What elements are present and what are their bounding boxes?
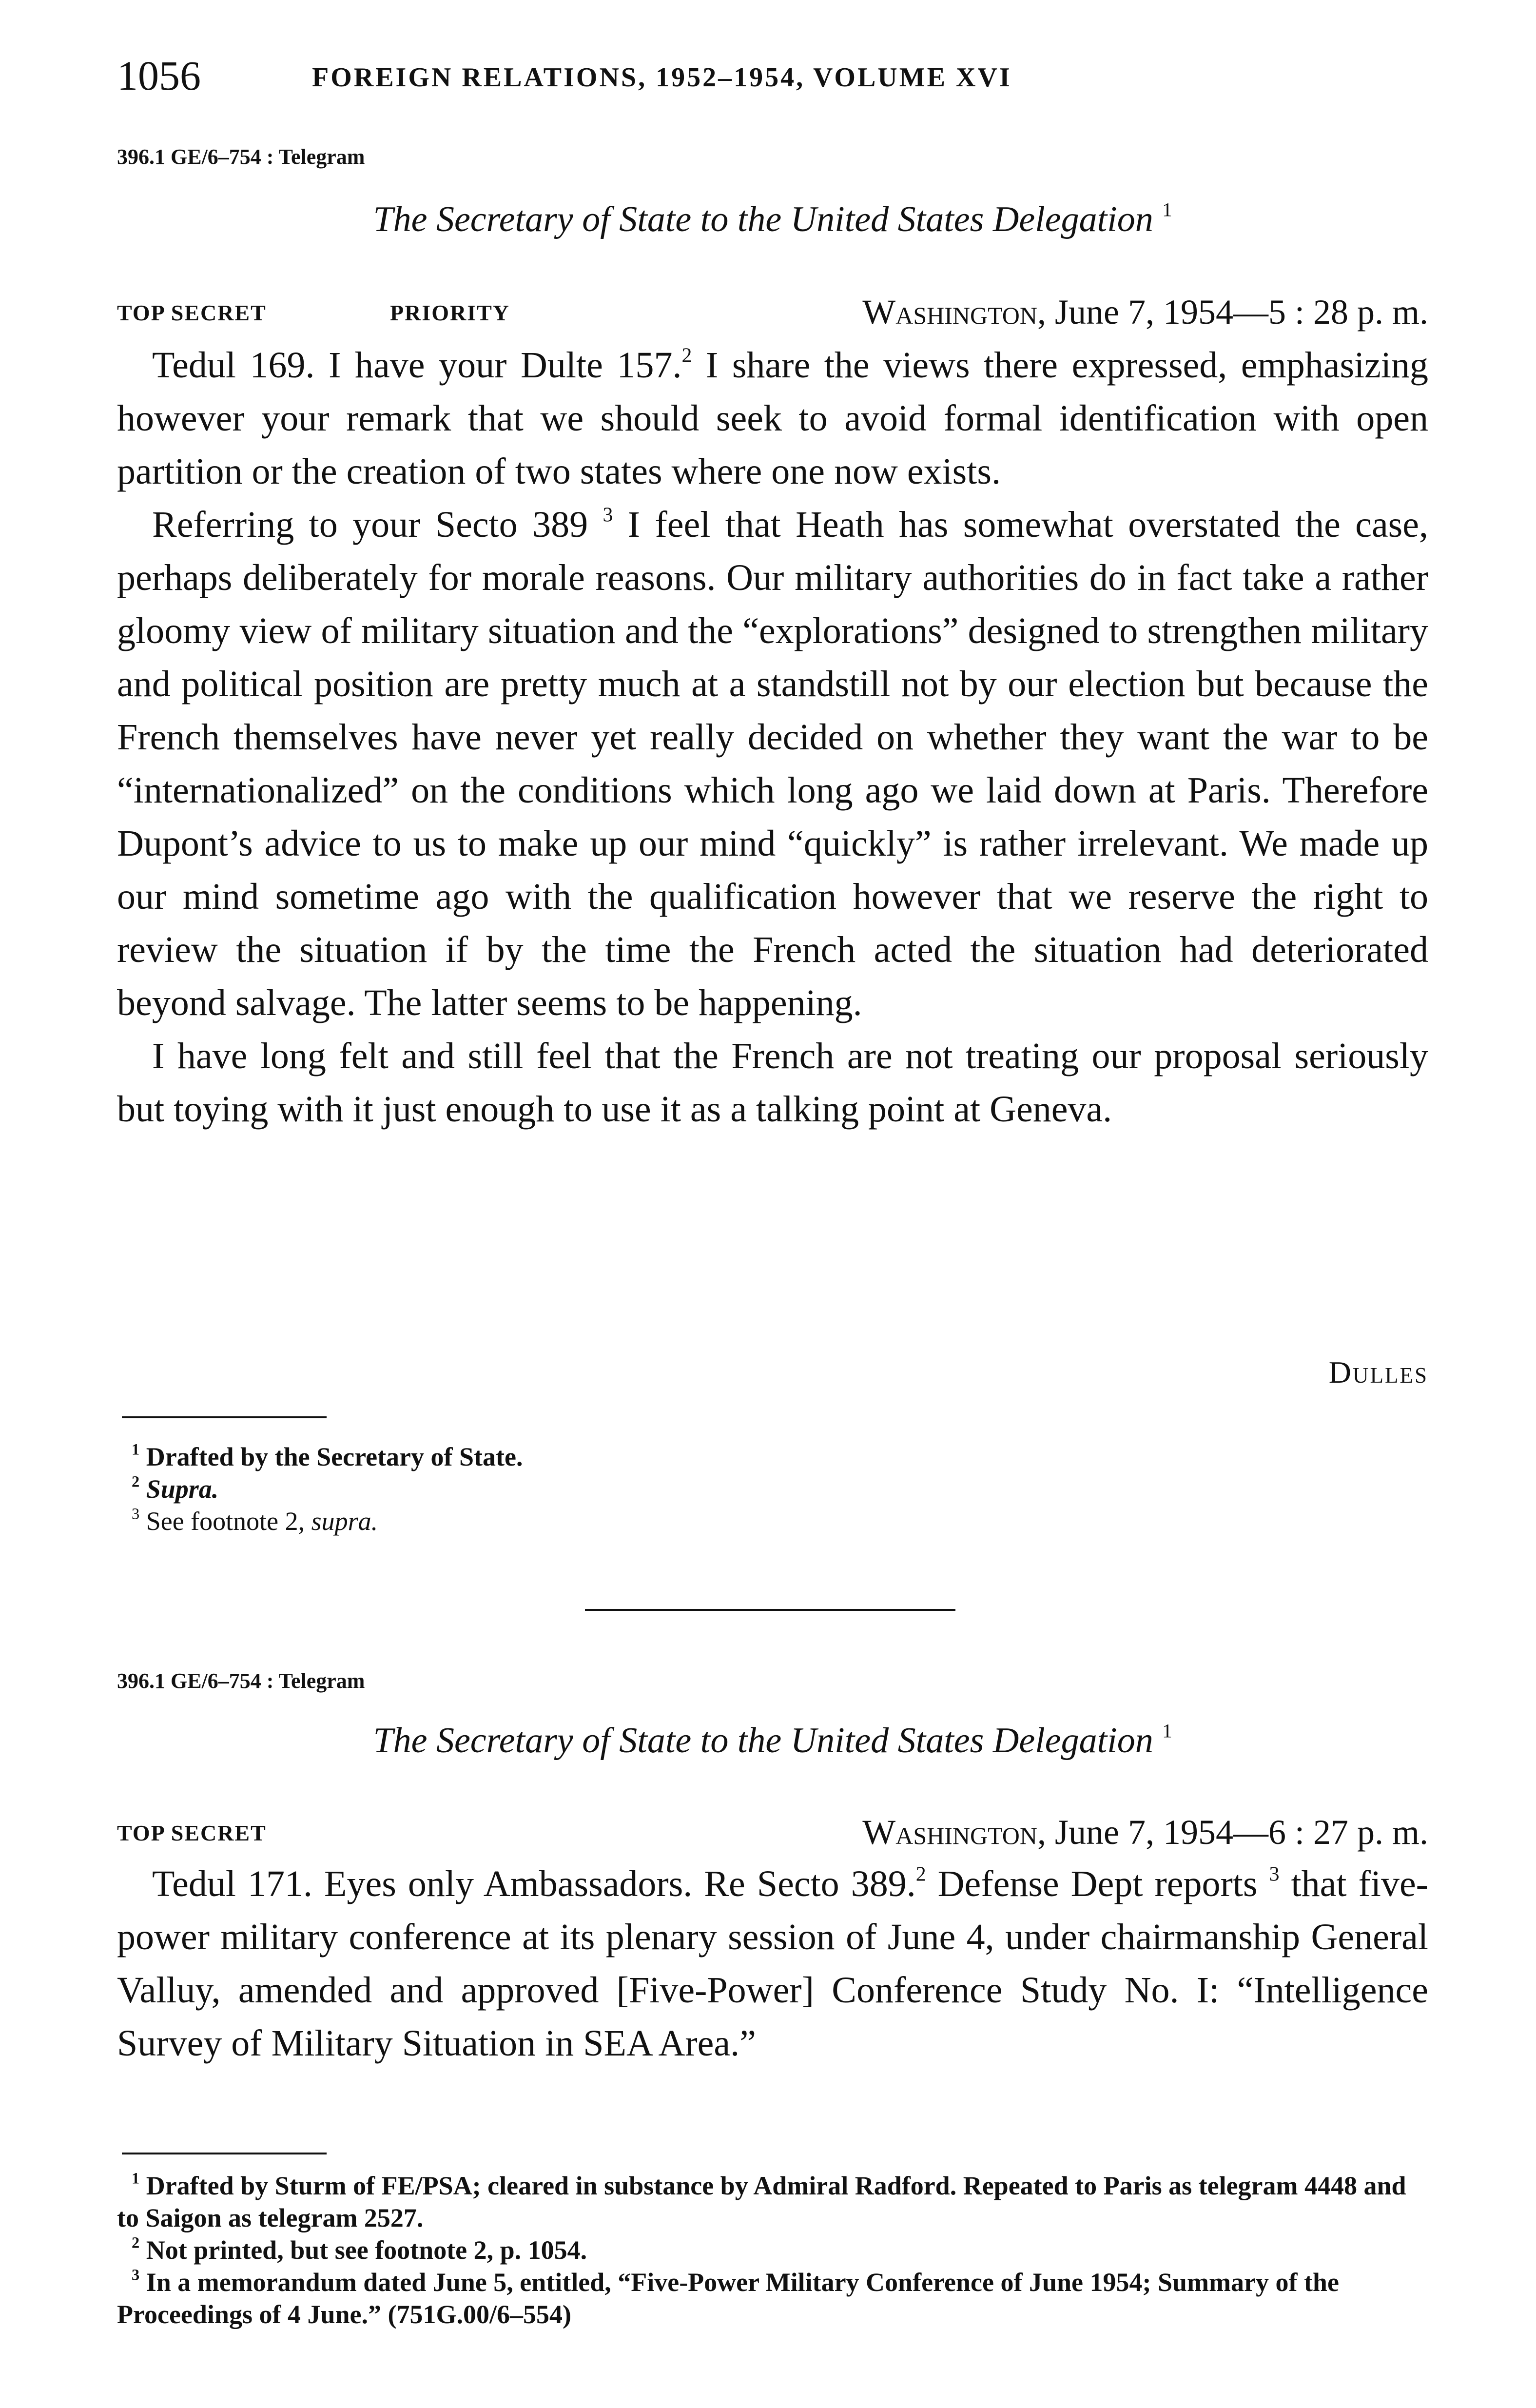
- footnote-number: 3: [132, 1505, 140, 1523]
- paragraph-text: Defense Dept reports: [926, 1863, 1269, 1904]
- footnote-marker: 3: [603, 504, 613, 527]
- footnote: [117, 2170, 1428, 2234]
- document-title-text: The Secretary of State to the United States Delegation: [373, 1721, 1153, 1761]
- footnote-text: Not printed, but see footnote 2, p. 1054.: [146, 2235, 587, 2265]
- running-title: FOREIGN RELATIONS, 1952–1954, VOLUME XVI: [312, 62, 1012, 93]
- document-metadata: [117, 284, 1428, 333]
- document-title: [117, 195, 1428, 244]
- footnote: [117, 1441, 1428, 1473]
- file-reference: 396.1 GE/6–754 : Telegram: [117, 1669, 365, 1693]
- footnote-text: Supra.: [146, 1474, 219, 1504]
- dateline: [862, 1812, 1428, 1853]
- footnote-number: 2: [132, 2234, 140, 2252]
- document-title: [117, 1716, 1428, 1765]
- footnote-marker: 3: [1269, 1863, 1280, 1886]
- footnote: [117, 1505, 1428, 1537]
- footnote-marker: 2: [915, 1863, 926, 1886]
- footnote: [117, 2266, 1428, 2330]
- file-reference: 396.1 GE/6–754 : Telegram: [117, 145, 365, 169]
- dateline-place: Washington: [862, 293, 1038, 332]
- paragraph: [117, 1858, 1428, 2070]
- footnote-text: Drafted by the Secretary of State.: [146, 1442, 523, 1471]
- footnote-text: Drafted by Sturm of FE/PSA; cleared in substance by Admiral Radford. Repeated to Paris as telegram 4448 and to Saigon as telegram 2527.: [117, 2171, 1406, 2232]
- footnote-number: 1: [132, 2170, 140, 2188]
- section-divider: [585, 1609, 955, 1611]
- running-header: [117, 49, 1428, 102]
- paragraph: [117, 498, 1428, 1030]
- footnote: [117, 1473, 1428, 1505]
- classification: TOP SECRET: [117, 300, 267, 325]
- footnote-text-italic: supra.: [311, 1507, 378, 1536]
- footnotes: [117, 2170, 1428, 2330]
- dateline-date: , June 7, 1954—5 : 28 p. m.: [1037, 293, 1428, 332]
- paragraph-text: Tedul 169. I have your Dulte 157.: [152, 345, 682, 386]
- paragraph-text: I have long felt and still feel that the French are not treating our proposal seriously but toying with it just enough to use it as a talking point at Geneva.: [117, 1036, 1428, 1130]
- paragraph-text: Referring to your Secto 389: [152, 504, 603, 545]
- footnote-marker: 2: [681, 344, 692, 367]
- footnotes: [117, 1441, 1428, 1537]
- paragraph-text: I share the views there expressed, emphasizing however your remark that we should seek to avoid formal identification with open partition or the creation of two states where one now exists.: [117, 345, 1428, 492]
- dateline-date: , June 7, 1954—6 : 27 p. m.: [1037, 1813, 1428, 1852]
- document-title-text: The Secretary of State to the United States Delegation: [373, 199, 1153, 239]
- footnote-text: See footnote 2,: [146, 1507, 311, 1536]
- dateline-place: Washington: [862, 1813, 1038, 1852]
- footnote-number: 2: [132, 1473, 140, 1491]
- footnote-marker: 1: [1162, 198, 1172, 221]
- footnote-number: 1: [132, 1441, 140, 1459]
- paragraph-text: Tedul 171. Eyes only Ambassadors. Re Secto 389.: [152, 1863, 916, 1904]
- classification: TOP SECRET: [117, 1821, 267, 1845]
- paragraph: [117, 1030, 1428, 1136]
- paragraph-text: that five-power military conference at its plenary session of June 4, under chairmanship General Valluy, amended and approved [Five-Power] Conference Study No. I: “Intelligence Survey of Military Situation in SEA Area.”: [117, 1863, 1428, 2064]
- footnote-rule: [122, 2153, 327, 2154]
- footnote-text: In a memorandum dated June 5, entitled, “Five-Power Military Conference of June 1954; Summary of the Proceedings of 4 June.” (751G.00/6–554): [117, 2268, 1339, 2329]
- footnote-rule: [122, 1416, 327, 1418]
- footnote-marker: 1: [1162, 1720, 1172, 1742]
- paragraph: [117, 339, 1428, 498]
- document-metadata: [117, 1804, 1428, 1853]
- priority: PRIORITY: [390, 300, 510, 325]
- telegram-body: [117, 339, 1428, 1136]
- paragraph-text: I feel that Heath has somewhat overstated the case, perhaps deliberately for morale reasons. Our military authorities do in fact take a rather gloomy view of military situation and the “explorations” designed to strengthen military and political position are pretty much at a standstill not by our election but because the French themselves have never yet really decided on whether they want the war to be “internationalized” on the conditions which long ago we laid down at Paris. Therefore Dupont’s advice to us to make up our mind “quickly” is rather irrelevant. We made up our mind sometime ago with the qualification however that we reserve the right to review the situation if by the time the French acted the situation had deteriorated beyond salvage. The latter seems to be happening.: [117, 504, 1428, 1023]
- signature: Dulles: [1328, 1355, 1428, 1390]
- footnote-number: 3: [132, 2266, 140, 2284]
- telegram-body: [117, 1858, 1428, 2070]
- page-number: 1056: [117, 52, 201, 99]
- dateline: [862, 292, 1428, 333]
- footnote: [117, 2234, 1428, 2266]
